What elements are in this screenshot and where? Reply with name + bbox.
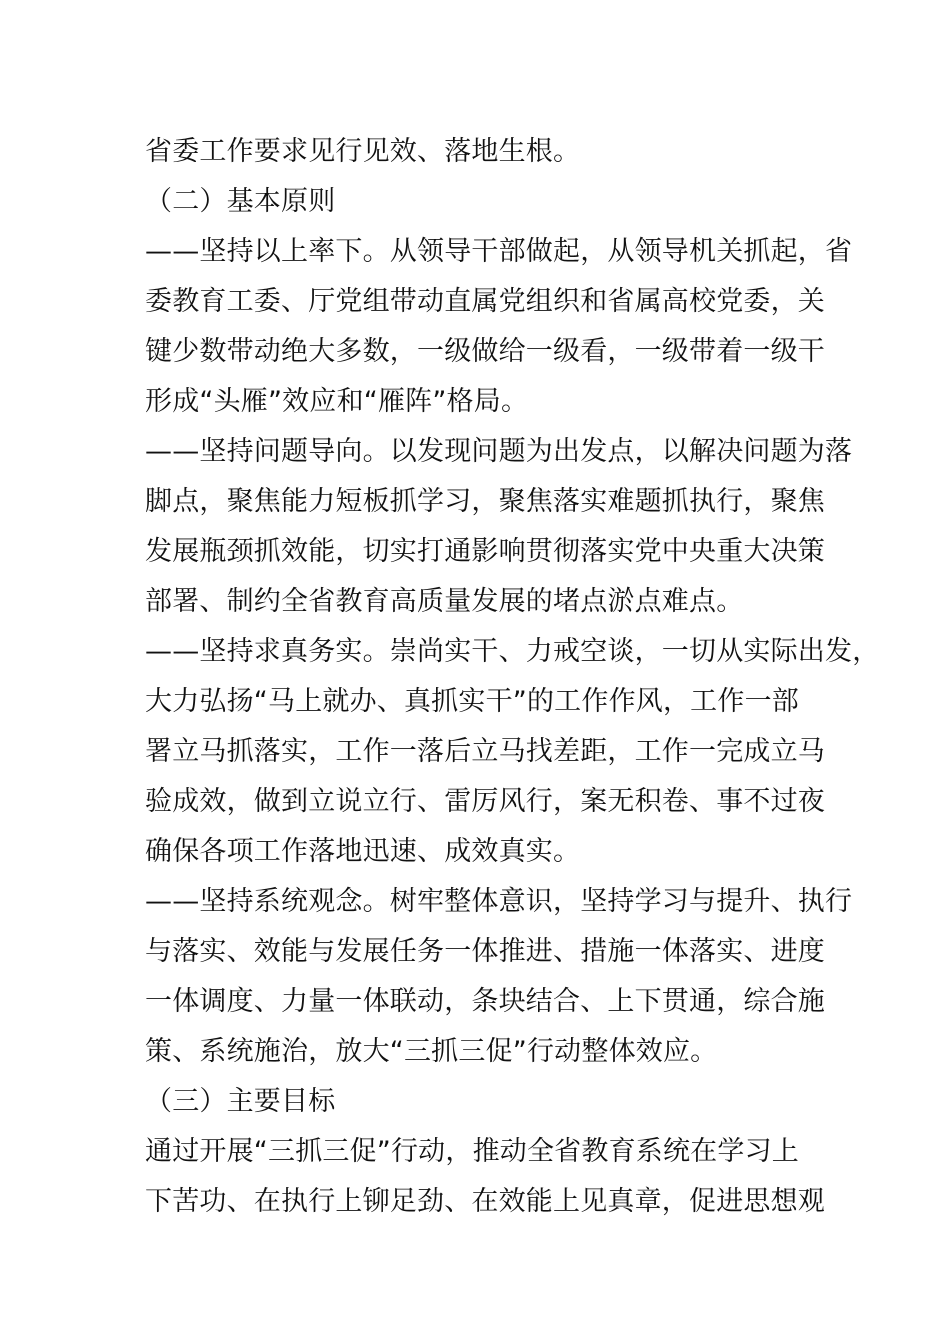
text-line: 确保各项工作落地迅速、成效真实。: [145, 836, 581, 867]
text-line: 通过开展“三抓三促”行动，推动全省教育系统在学习上: [145, 1136, 799, 1167]
section-heading: （二）基本原则: [145, 186, 336, 217]
text-line: ——坚持系统观念。树牢整体意识，坚持学习与提升、执行: [145, 886, 853, 917]
text-line: 署立马抓落实，工作一落后立马找差距，工作一完成立马: [145, 736, 825, 767]
text-line: 发展瓶颈抓效能，切实打通影响贯彻落实党中央重大决策: [145, 536, 825, 567]
text-line: 部署、制约全省教育高质量发展的堵点淤点难点。: [145, 586, 744, 617]
text-line: 委教育工委、厅党组带动直属党组织和省属高校党委，关: [145, 286, 825, 317]
text-line: 下苦功、在执行上铆足劲、在效能上见真章，促进思想观: [145, 1186, 825, 1217]
text-line: 键少数带动绝大多数，一级做给一级看，一级带着一级干: [145, 336, 825, 367]
text-line: ——坚持问题导向。以发现问题为出发点，以解决问题为落: [145, 436, 853, 467]
text-line: ——坚持求真务实。崇尚实干、力戒空谈，一切从实际出发，: [145, 636, 880, 667]
text-line: 与落实、效能与发展任务一体推进、措施一体落实、进度: [145, 936, 825, 967]
text-line: 形成“头雁”效应和“雁阵”格局。: [145, 386, 529, 417]
section-heading: （三）主要目标: [145, 1086, 336, 1117]
text-line: ——坚持以上率下。从领导干部做起，从领导机关抓起，省: [145, 236, 853, 267]
text-line: 一体调度、力量一体联动，条块结合、上下贯通，综合施: [145, 986, 825, 1017]
text-line: 省委工作要求见行见效、落地生根。: [145, 136, 581, 167]
text-line: 验成效，做到立说立行、雷厉风行，案无积卷、事不过夜: [145, 786, 825, 817]
text-line: 策、系统施治，放大“三抓三促”行动整体效应。: [145, 1036, 718, 1067]
text-line: 脚点，聚焦能力短板抓学习，聚焦落实难题抓执行，聚焦: [145, 486, 825, 517]
text-line: 大力弘扬“马上就办、真抓实干”的工作作风，工作一部: [145, 686, 799, 717]
